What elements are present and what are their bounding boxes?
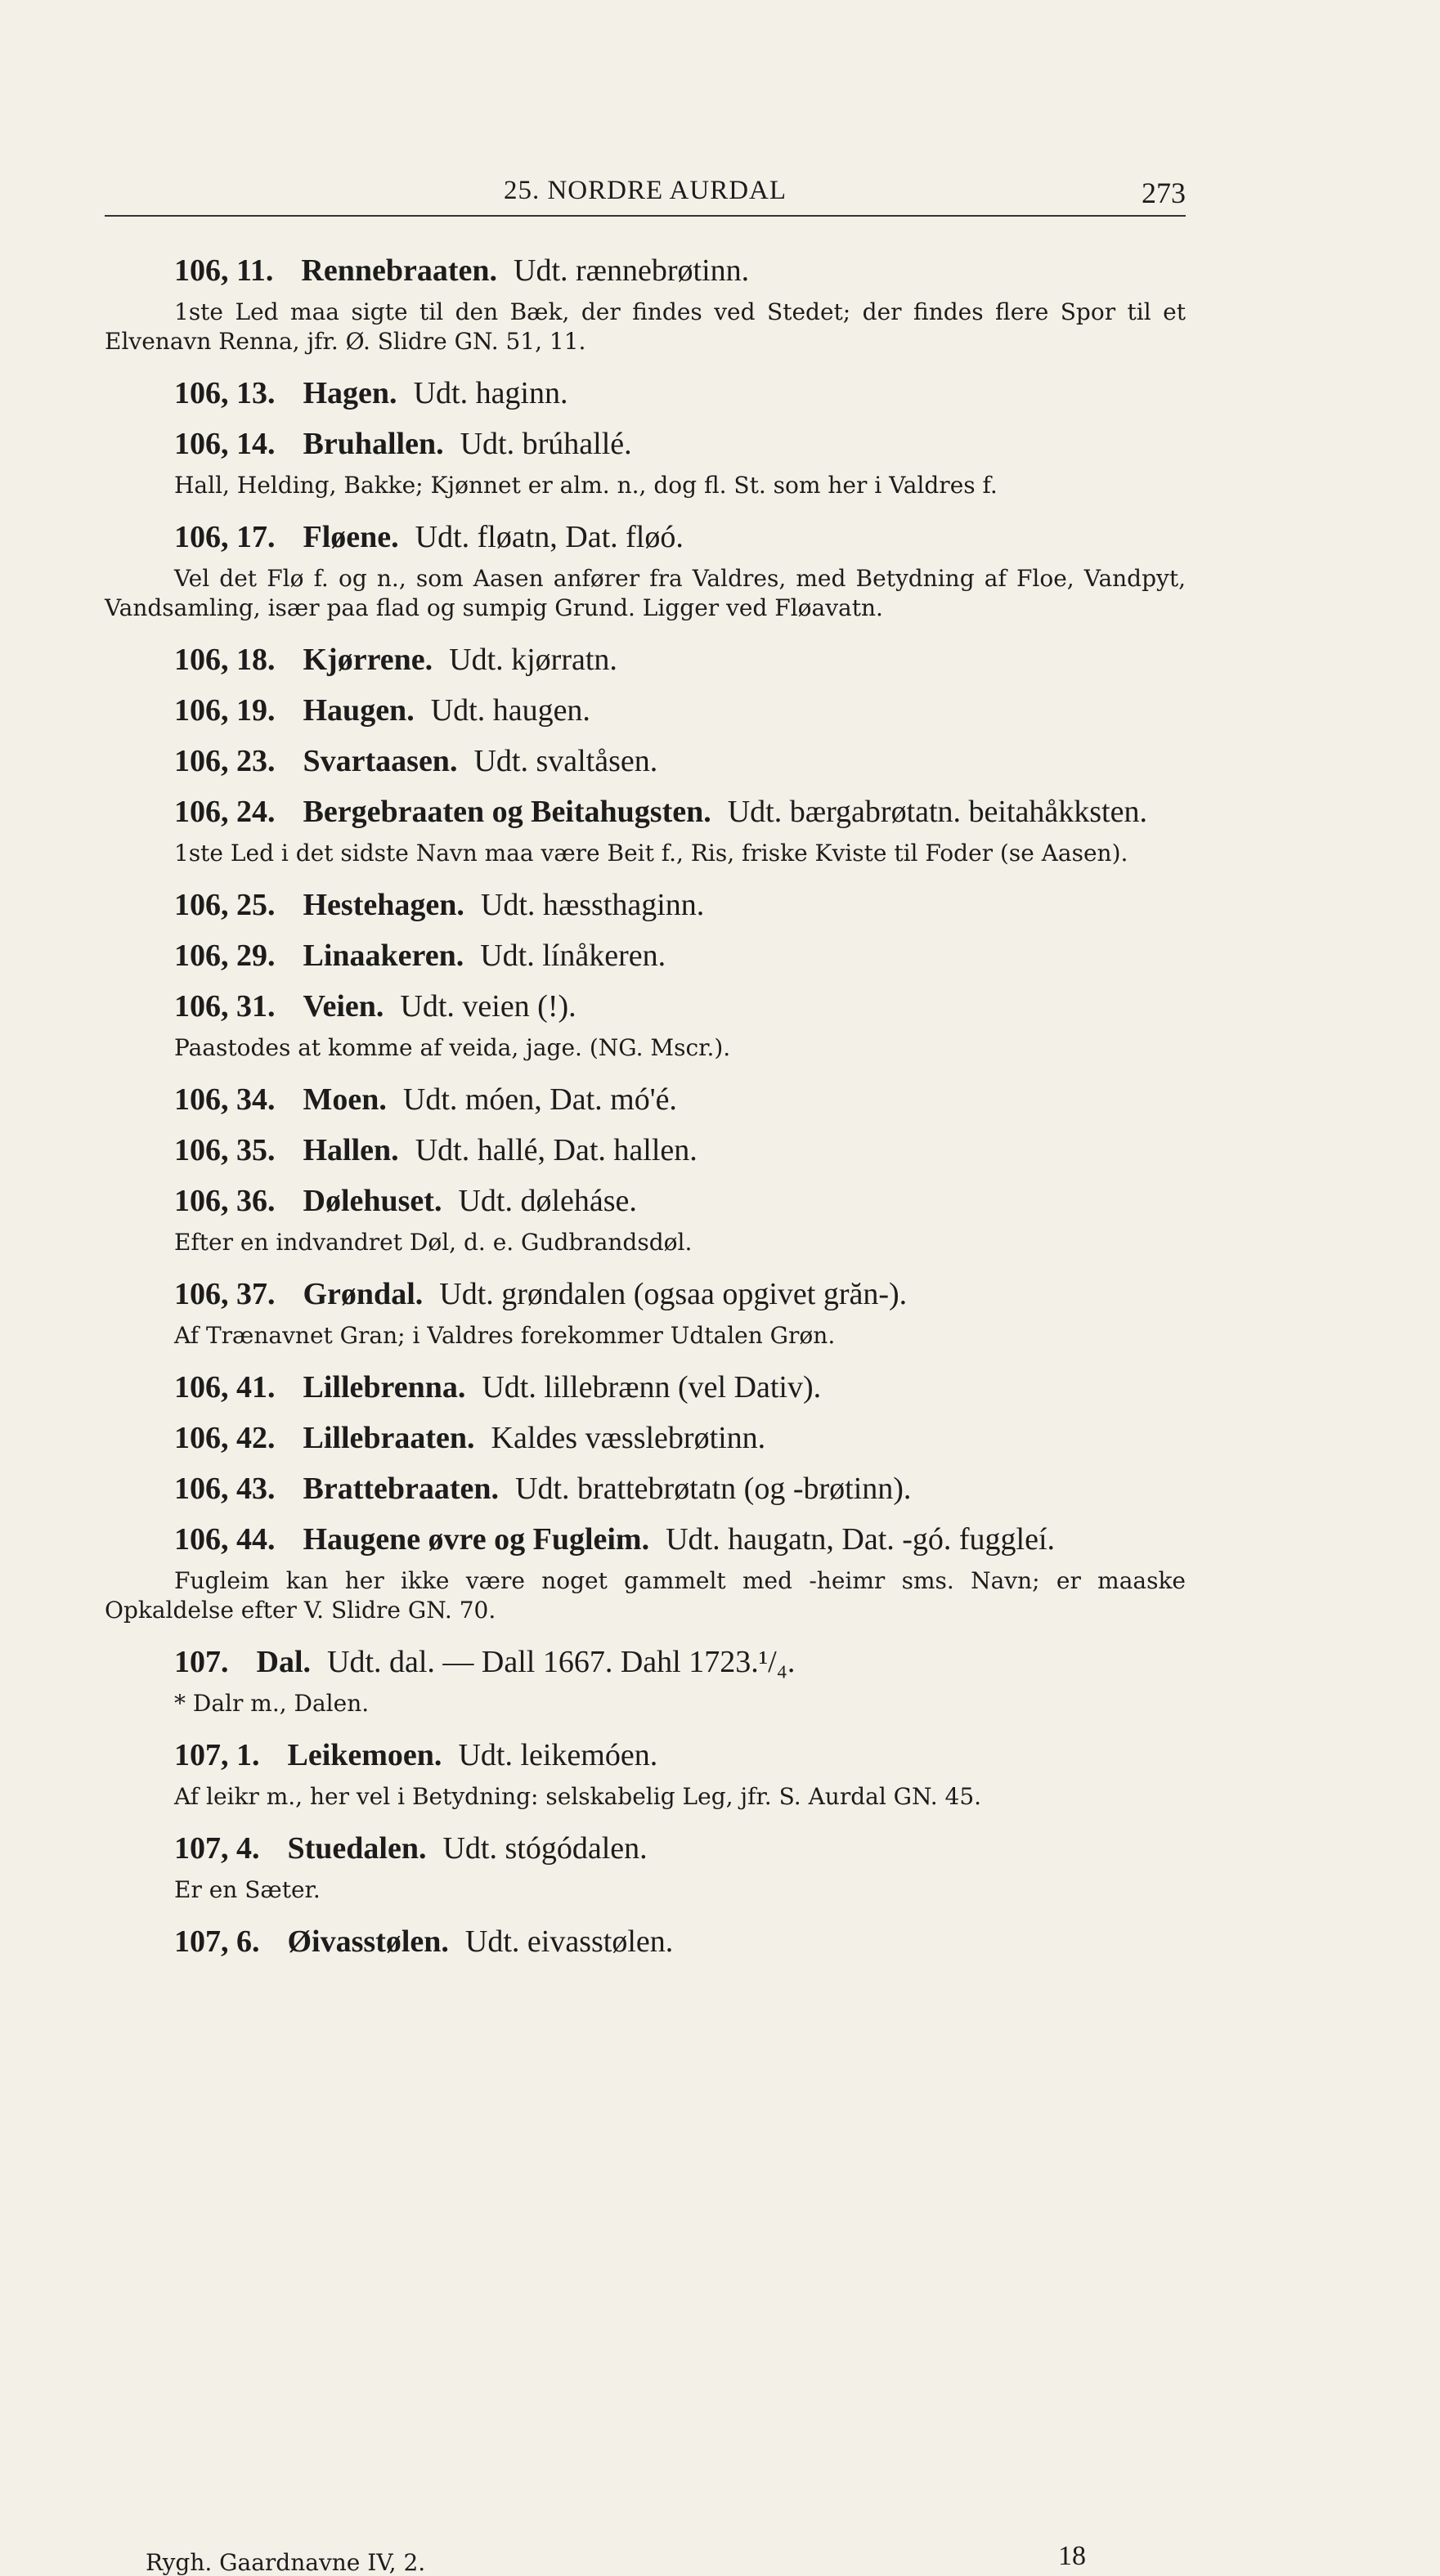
entry-note: * Dalr m., Dalen. [174,1690,370,1717]
entry [105,634,1186,685]
entry-note: Af Trænavnet Gran; i Valdres forekommer Udtalen Grøn. [174,1322,836,1349]
entry-number: 106, 29. [174,939,276,973]
entry-number: 106, 41. [174,1370,276,1404]
entry-heading [105,368,1186,419]
entry-number: 106, 37. [174,1277,276,1311]
entry [105,685,1186,736]
entry-number: 106, 34. [174,1082,276,1117]
entry [105,1269,1186,1351]
entry [105,1463,1186,1514]
entry-heading [105,981,1186,1032]
entry-number: 106, 24. [174,795,276,829]
entry-heading [105,1514,1186,1565]
entry-note: Vel det Flø f. og n., som Aasen anfører fra Valdres, med Betydning af Floe, Vandpyt, Vandsamling, især paa flad og sumpig Grund. Ligger ved Fløavatn. [105,565,1186,621]
entry-note: Er en Sæter. [174,1876,321,1903]
entry-pronunciation: Udt. grøndalen (ogsaa opgivet grăn-). [439,1277,908,1311]
entry [105,1916,1186,1967]
entry [105,1176,1186,1257]
entry-name: Svartaasen. [303,744,458,778]
entry-number: 106, 13. [174,376,276,410]
entry-name: Hallen. [303,1133,399,1167]
entry-name: Hestehagen. [303,888,464,922]
entry-pronunciation: Udt. svaltåsen. [473,744,658,778]
entry-heading [105,930,1186,981]
entry-pronunciation: Udt. brúhallé. [460,427,632,461]
entry-pronunciation: Udt. dal. — Dall 1667. Dahl 1723.¹/₄. [327,1645,796,1679]
entry-pronunciation: Udt. stógódalen. [442,1831,648,1866]
entry-pronunciation: Udt. fløatn, Dat. fløó. [415,520,684,554]
header-rule [105,215,1186,217]
entry-pronunciation: Udt. haugen. [430,693,590,728]
entry-number: 106, 17. [174,520,276,554]
entry-note: Efter en indvandret Døl, d. e. Gudbrandsdøl. [174,1229,693,1256]
entry-number: 106, 25. [174,888,276,922]
page-footer [146,2541,1086,2576]
entry-number: 106, 31. [174,989,276,1024]
entry-note: Hall, Helding, Bakke; Kjønnet er alm. n., dog fl. St. som her i Valdres f. [174,472,998,499]
signature-mark: 18 [1058,2541,1086,2571]
entry-heading [105,1916,1186,1967]
entry [105,1823,1186,1905]
entry-number: 107, 6. [174,1924,260,1959]
entry-name: Hagen. [303,376,397,410]
entry-pronunciation: Udt. bærgabrøtatn. beitahåkksten. [727,795,1147,829]
entry-pronunciation: Udt. eivasstølen. [464,1924,674,1959]
entry [105,1125,1186,1176]
entry-heading [105,245,1186,296]
entry [105,1730,1186,1812]
entry-pronunciation: Udt. hallé, Dat. hallen. [415,1133,698,1167]
entry [105,786,1186,868]
entry-number: 106, 36. [174,1184,276,1218]
entry-name: Lillebraaten. [303,1421,475,1455]
entry-pronunciation: Udt. kjørratn. [449,643,617,677]
entry-pronunciation: Udt. døleháse. [458,1184,637,1218]
entry-number: 107, 1. [174,1738,260,1772]
entry-heading [105,634,1186,685]
entry-pronunciation: Udt. veien (!). [400,989,576,1024]
entry-heading [105,1074,1186,1125]
entry [105,736,1186,786]
entry-heading [105,419,1186,469]
entry-name: Øivasstølen. [287,1924,449,1959]
entry-note: Fugleim kan her ikke være noget gammelt med -heimr sms. Navn; er maaske Opkaldelse efter V. Slidre GN. 70. [105,1567,1186,1624]
entry-heading [105,1463,1186,1514]
running-title: 25. NORDRE AURDAL [503,176,787,205]
entry-heading [105,736,1186,786]
entry-name: Dal. [256,1645,311,1679]
entry-name: Dølehuset. [303,1184,442,1218]
entry [105,1514,1186,1625]
entry-pronunciation: Udt. línåkeren. [480,939,666,973]
entry-number: 106, 19. [174,693,276,728]
entry-name: Haugen. [303,693,415,728]
entry-pronunciation: Udt. rænnebrøtinn. [514,253,750,288]
entry-heading [105,1362,1186,1413]
entry-pronunciation: Udt. leikemóen. [458,1738,658,1772]
entry-number: 106, 43. [174,1472,276,1506]
entry-name: Fløene. [303,520,399,554]
entry-number: 106, 23. [174,744,276,778]
entry-name: Leikemoen. [287,1738,442,1772]
entry-list [105,245,1186,1967]
entry [105,880,1186,930]
entry-name: Grøndal. [303,1277,424,1311]
entry-name: Kjørrene. [303,643,433,677]
footer-series: Rygh. Gaardnavne IV, 2. [146,2549,426,2576]
entry-heading [105,786,1186,837]
page-header [105,168,1186,217]
entry [105,1074,1186,1125]
entry-pronunciation: Udt. haginn. [413,376,568,410]
entry [105,419,1186,500]
entry-number: 106, 11. [174,253,274,288]
entry [105,512,1186,623]
entry-name: Lillebrenna. [303,1370,466,1404]
entry-heading [105,685,1186,736]
entry-heading [105,880,1186,930]
entry-note: 1ste Led maa sigte til den Bæk, der findes ved Stedet; der findes flere Spor til et Elvenavn Renna, jfr. Ø. Slidre GN. 51, 11. [105,298,1186,355]
entry-number: 107, 4. [174,1831,260,1866]
entry-heading [105,1176,1186,1226]
entry-note: Paastodes at komme af veida, jage. (NG. Mscr.). [174,1034,731,1061]
entry [105,930,1186,981]
entry-pronunciation: Udt. brattebrøtatn (og -brøtinn). [515,1472,912,1506]
entry-name: Rennebraaten. [301,253,498,288]
entry [105,1362,1186,1413]
entry-number: 106, 35. [174,1133,276,1167]
entry-number: 106, 14. [174,427,276,461]
entry [105,1637,1186,1718]
entry-name: Haugene øvre og Fugleim. [303,1522,650,1557]
entry-pronunciation: Kaldes væsslebrøtinn. [491,1421,766,1455]
entry-number: 106, 42. [174,1421,276,1455]
entry [105,245,1186,356]
entry-heading [105,1823,1186,1874]
entry-pronunciation: Udt. hæssthaginn. [480,888,705,922]
entry-note: Af leikr m., her vel i Betydning: selskabelig Leg, jfr. S. Aurdal GN. 45. [174,1783,982,1810]
entry-name: Linaakeren. [303,939,464,973]
entry [105,368,1186,419]
entry-number: 106, 18. [174,643,276,677]
entry-name: Brattebraaten. [303,1472,500,1506]
entry-name: Veien. [303,989,384,1024]
entry-pronunciation: Udt. lillebrænn (vel Dativ). [482,1370,822,1404]
entry-heading [105,1413,1186,1463]
entry-note: 1ste Led i det sidste Navn maa være Beit f., Ris, friske Kviste til Foder (se Aasen). [174,840,1128,867]
entry [105,981,1186,1063]
entry-heading [105,1269,1186,1319]
entry-name: Moen. [303,1082,387,1117]
entry-heading [105,1730,1186,1781]
entry-heading [105,1637,1186,1687]
entry-heading [105,1125,1186,1176]
entry-pronunciation: Udt. móen, Dat. mó'é. [402,1082,677,1117]
entry-heading [105,512,1186,562]
entry-name: Stuedalen. [287,1831,427,1866]
entry-name: Bergebraaten og Beitahugsten. [303,795,711,829]
entry-name: Bruhallen. [303,427,444,461]
entry-number: 107. [174,1645,229,1679]
entry [105,1413,1186,1463]
entry-number: 106, 44. [174,1522,276,1557]
entry-pronunciation: Udt. haugatn, Dat. -gó. fuggleí. [666,1522,1056,1557]
page-number: 273 [1142,177,1186,209]
